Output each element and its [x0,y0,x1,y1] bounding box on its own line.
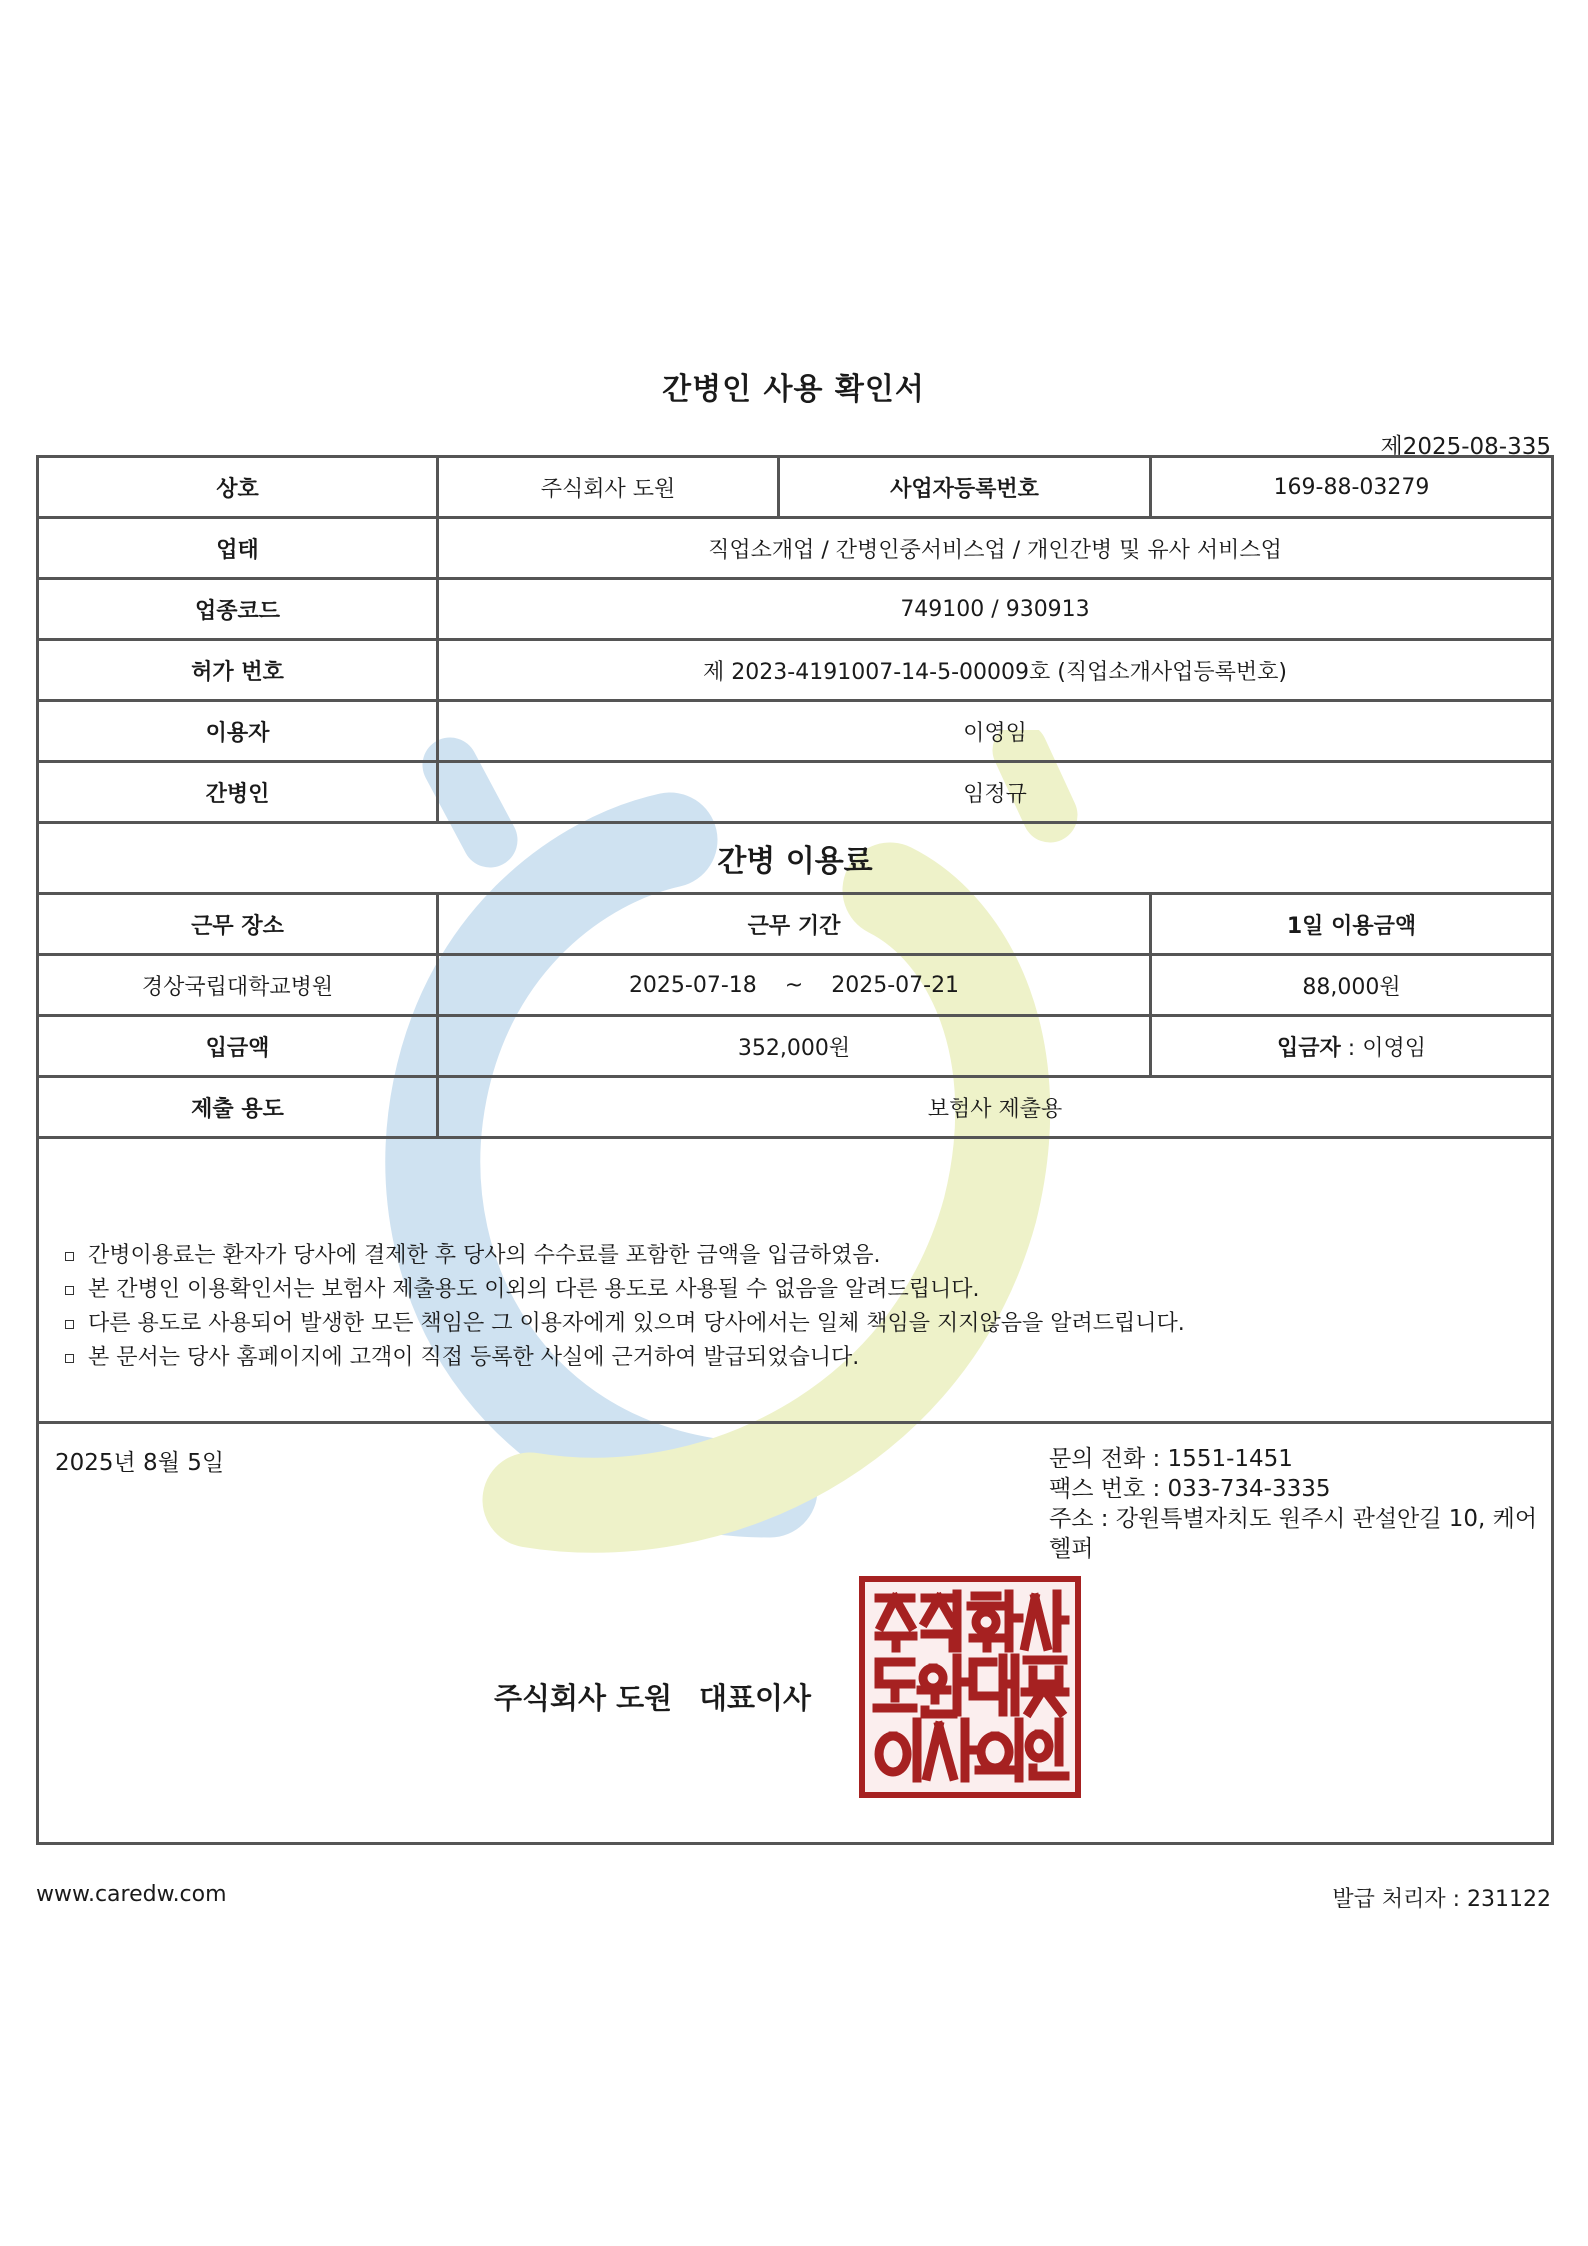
row-fee-section [38,823,1553,894]
website-link[interactable]: www.caredw.com [36,1882,227,1907]
depositor-label: 입금자 [1277,1035,1341,1061]
company-label: 상호 [38,457,438,518]
period-end: 2025-07-21 [831,972,960,998]
row-deposit [38,1016,1553,1077]
daily-amount-value: 88,000원 [1151,955,1553,1016]
row-industry-code [38,579,1553,640]
row-permit [38,640,1553,701]
industry-code-label: 업종코드 [38,579,438,640]
document-number: 제2025-08-335 [1380,434,1551,460]
contact-fax: 팩스 번호 : 033-734-3335 [1049,1476,1331,1502]
period-separator: ~ [784,972,804,998]
period-start: 2025-07-18 [628,972,757,998]
user-value: 이영임 [438,701,1553,762]
purpose-label: 제출 용도 [38,1077,438,1138]
permit-label: 허가 번호 [38,640,438,701]
deposit-value: 352,000원 [438,1016,1151,1077]
biz-no-label: 사업자등록번호 [779,457,1151,518]
permit-value: 제 2023-4191007-14-5-00009호 (직업소개사업등록번호) [438,640,1553,701]
deposit-label: 입금액 [38,1016,438,1077]
notes-cell [38,1138,1553,1423]
square-bullet-icon [65,1252,74,1261]
daily-amount-header: 1일 이용금액 [1151,894,1553,955]
period-header: 근무 기간 [438,894,1151,955]
row-notes [38,1138,1553,1423]
footer-cell [38,1423,1553,1844]
square-bullet-icon [65,1286,74,1295]
row-company [38,457,1553,518]
note-item [55,1307,1535,1341]
caregiver-label: 간병인 [38,762,438,823]
biz-type-label: 업태 [38,518,438,579]
issue-date: 2025년 8월 5일 [55,1450,225,1476]
industry-code-value: 749100 / 930913 [438,579,1553,640]
square-bullet-icon [65,1354,74,1363]
company-value: 주식회사 도원 [438,457,779,518]
issuer-info: 발급 처리자 : 231122 [1332,1887,1551,1912]
place-header: 근무 장소 [38,894,438,955]
contact-phone: 문의 전화 : 1551-1451 [1049,1446,1293,1472]
note-item [55,1239,1535,1273]
biz-no-value: 169-88-03279 [1151,457,1553,518]
note-item [55,1273,1535,1307]
caregiver-value: 임정규 [438,762,1553,823]
signature-title: 대표이사 [699,1681,812,1715]
biz-type-value: 직업소개업 / 간병인중서비스업 / 개인간병 및 유사 서비스업 [438,518,1553,579]
square-bullet-icon [65,1320,74,1329]
user-label: 이용자 [38,701,438,762]
signature-company: 주식회사 도원 [494,1681,673,1715]
depositor-value: : 이영임 [1347,1035,1426,1061]
row-fee-values [38,955,1553,1016]
document-title: 간병인 사용 확인서 [662,372,925,407]
contact-info [1049,1444,1551,1564]
depositor [1151,1016,1553,1077]
note-text: 다른 용도로 사용되어 발생한 모든 책임은 그 이용자에게 있으며 당사에서는 일체 책임을 지지않음을 알려드립니다. [88,1311,1185,1336]
fee-section-title: 간병 이용료 [38,823,1553,894]
notes-list [55,1239,1535,1375]
row-purpose [38,1077,1553,1138]
row-caregiver [38,762,1553,823]
info-table [36,455,1554,1845]
place-value: 경상국립대학교병원 [38,955,438,1016]
note-text: 본 간병인 이용확인서는 보험사 제출용도 이외의 다른 용도로 사용될 수 없음을 알려드립니다. [88,1277,980,1302]
contact-address: 주소 : 강원특별자치도 원주시 관설안길 10, 케어헬퍼 [1049,1506,1538,1562]
row-fee-headers [38,894,1553,955]
period-value [438,955,1151,1016]
note-item [55,1341,1535,1375]
seal-icon [869,1586,1071,1788]
row-user [38,701,1553,762]
row-footer [38,1423,1553,1844]
note-text: 본 문서는 당사 홈페이지에 고객이 직접 등록한 사실에 근거하여 발급되었습니다. [88,1345,860,1370]
note-text: 간병이용료는 환자가 당사에 결제한 후 당사의 수수료를 포함한 금액을 입금하였음. [88,1243,881,1268]
purpose-value: 보험사 제출용 [438,1077,1553,1138]
company-seal [859,1576,1081,1798]
row-biz-type [38,518,1553,579]
